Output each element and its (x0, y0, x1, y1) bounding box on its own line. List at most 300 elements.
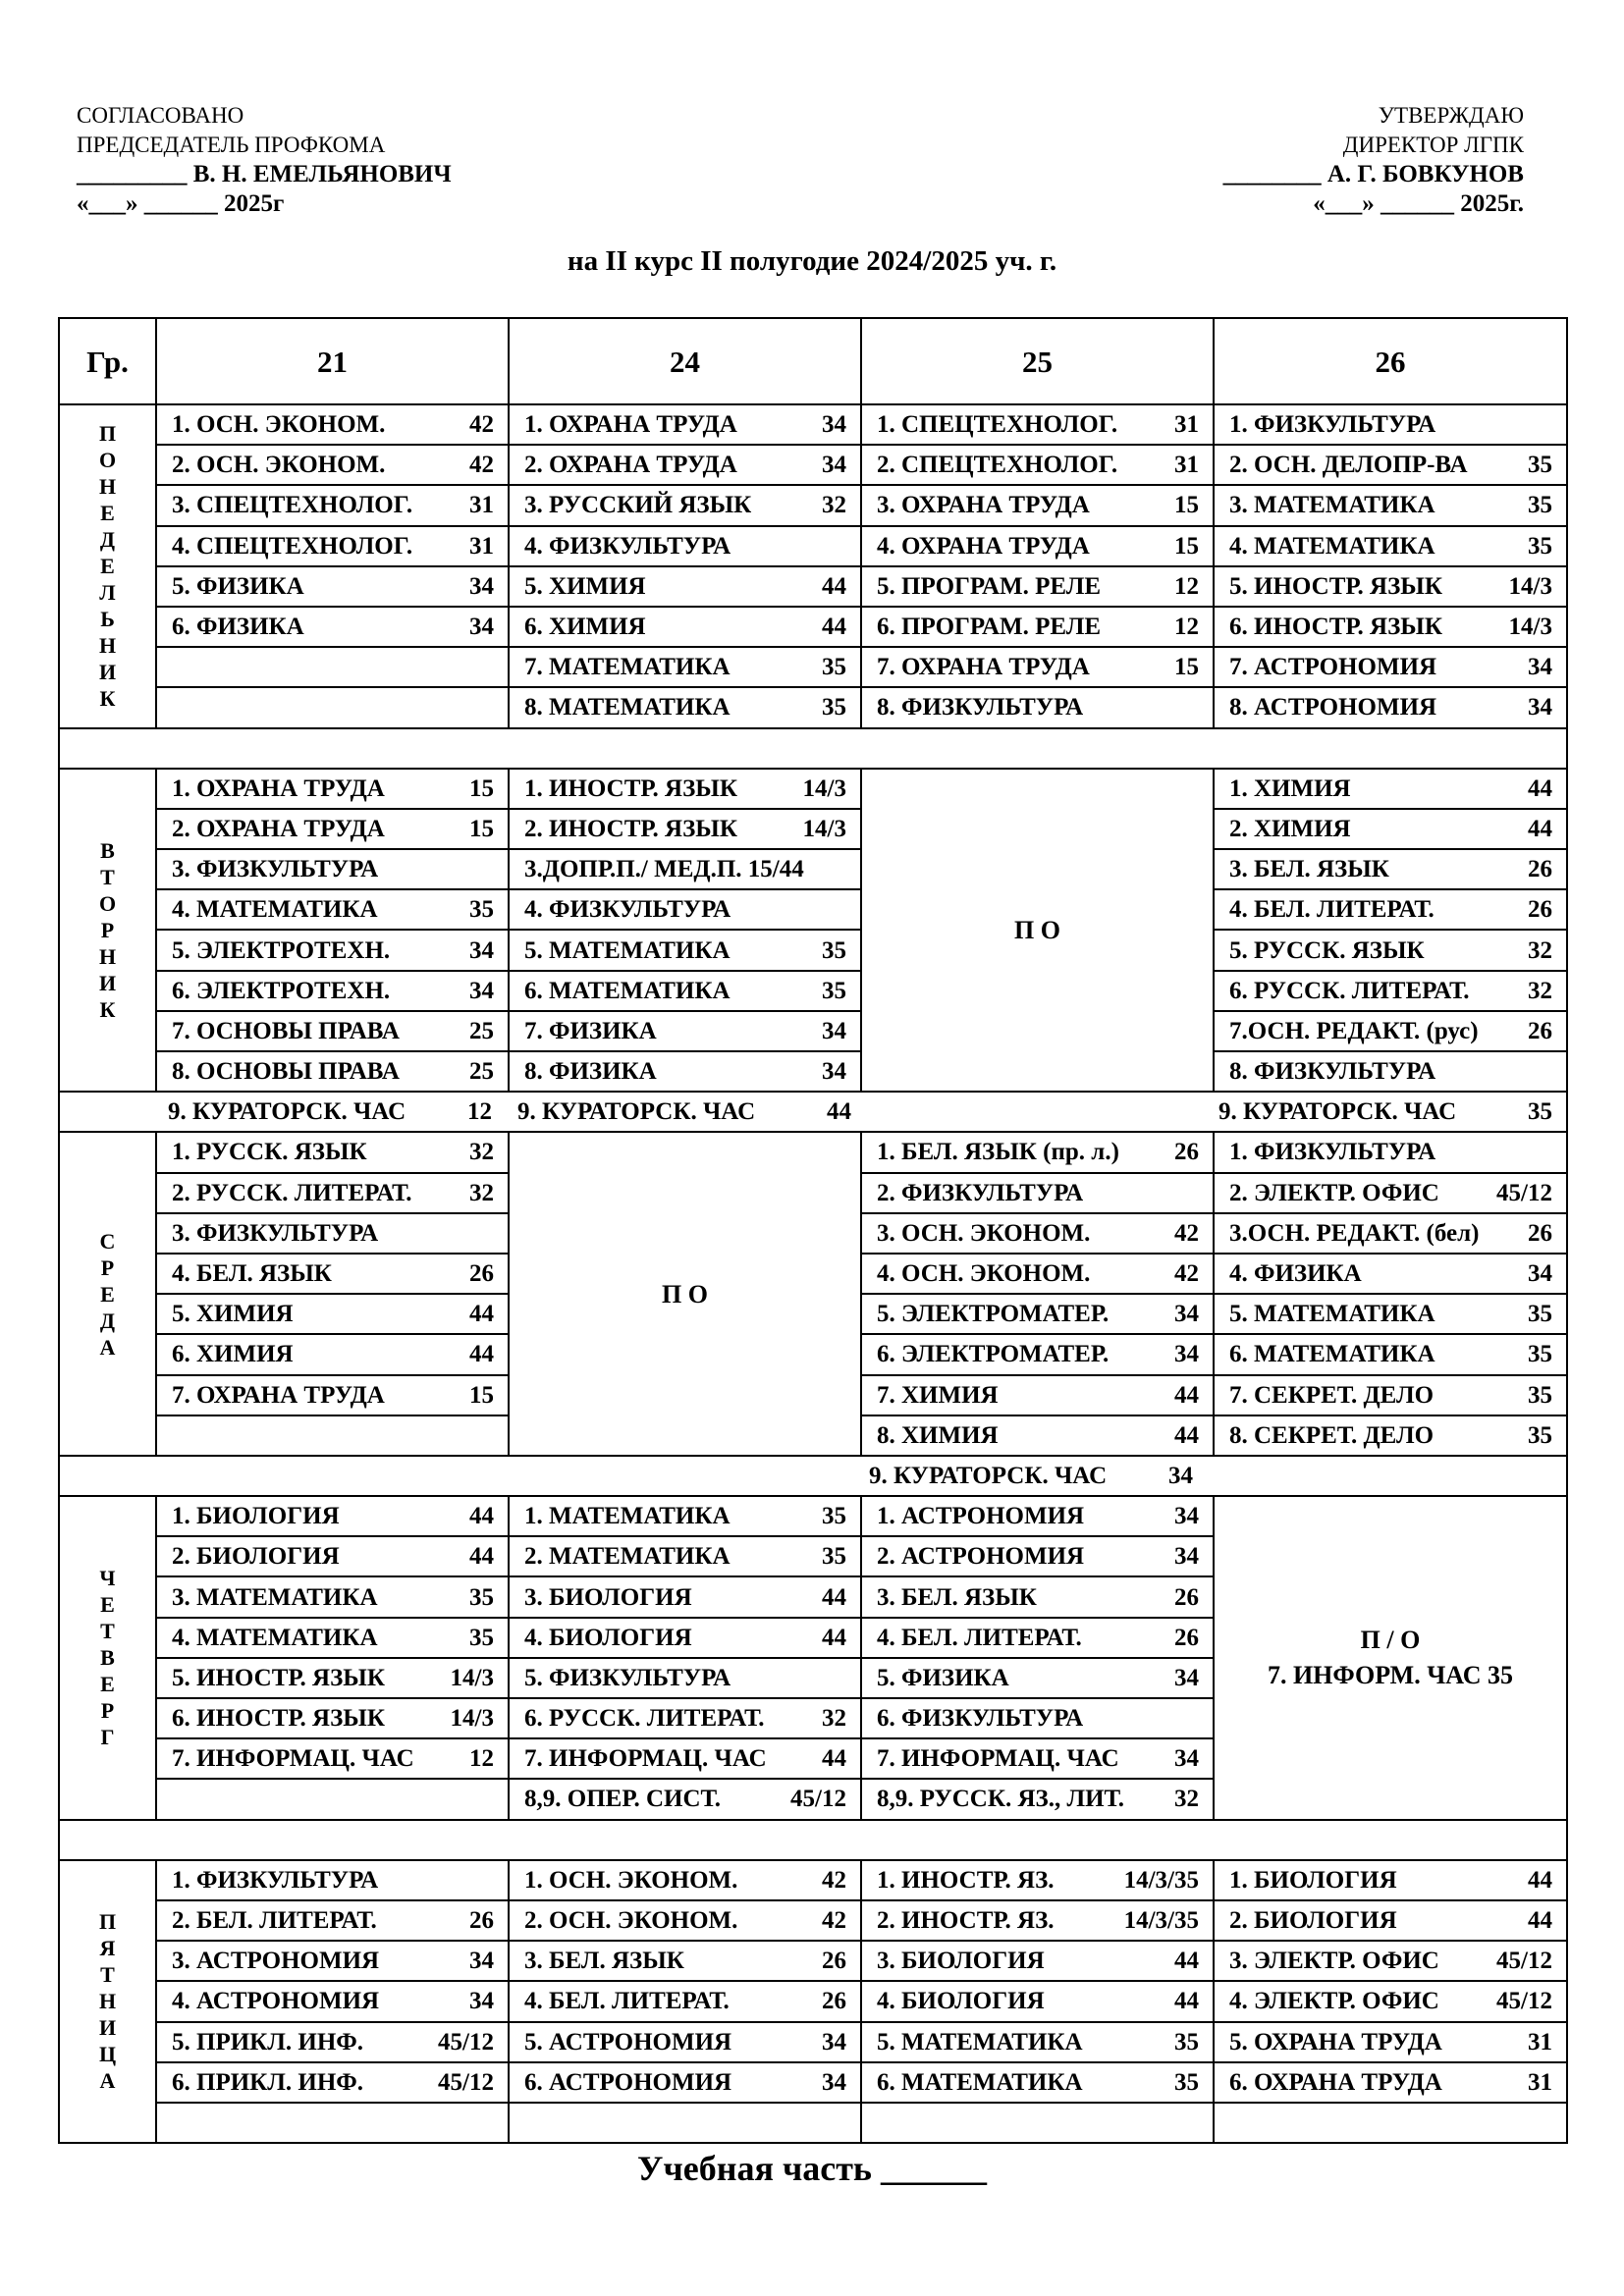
table-row (59, 1496, 1567, 1536)
subject: 2. ИНОСТР. ЯЗЫК (524, 815, 737, 842)
room: 35 (822, 977, 846, 1004)
room: 25 (469, 1017, 494, 1044)
lesson-cell (156, 485, 509, 525)
lesson-cell (1214, 1375, 1567, 1415)
table-row (59, 1900, 1567, 1941)
subject: 7. АСТРОНОМИЯ (1229, 654, 1437, 681)
lesson-cell (861, 1860, 1214, 1900)
room: 35 (1174, 2028, 1199, 2056)
day-letter: А (99, 2068, 116, 2094)
room: 34 (822, 411, 846, 439)
lesson-cell (861, 1981, 1214, 2021)
lesson-cell (156, 1173, 509, 1213)
subject: 2. АСТРОНОМИЯ (877, 1543, 1085, 1571)
lesson-cell (509, 1981, 861, 2021)
lesson-cell (156, 769, 509, 809)
subject: 4. ФИЗКУЛЬТУРА (524, 532, 731, 560)
practice-label: П О (662, 1279, 708, 1308)
room: 34 (469, 614, 494, 641)
subject: 5. ХИМИЯ (524, 572, 646, 600)
subject: 6. ФИЗКУЛЬТУРА (877, 1705, 1084, 1733)
subject: 6. ХИМИЯ (172, 1341, 294, 1368)
subject: 3. РУССКИЙ ЯЗЫК (524, 492, 752, 519)
day-letter: Р (100, 917, 115, 942)
room: 35 (1528, 532, 1552, 560)
day-letter: Е (100, 501, 115, 526)
day-letter: Е (100, 1592, 115, 1618)
subject: 3. БЕЛ. ЯЗЫК (877, 1583, 1037, 1611)
subject: 4. СПЕЦТЕХНОЛОГ. (172, 532, 413, 560)
lesson-cell (1214, 769, 1567, 809)
day-letter: О (98, 890, 117, 916)
lesson-cell (156, 1576, 509, 1617)
lesson-cell (156, 889, 509, 930)
subject: 1. РУССК. ЯЗЫК (172, 1139, 367, 1166)
lesson-cell (509, 607, 861, 647)
day-letter: О (98, 448, 117, 473)
day-letter: Я (99, 1936, 116, 1961)
subject: 1. БИОЛОГИЯ (172, 1503, 340, 1530)
union-chair-label: ПРЕДСЕДАТЕЛЬ ПРОФКОМА (77, 133, 386, 157)
lesson-cell (1214, 607, 1567, 647)
lesson-cell (861, 485, 1214, 525)
subject: 6. МАТЕМАТИКА (877, 2068, 1083, 2096)
lesson-cell (509, 1051, 861, 1092)
lesson-cell (509, 809, 861, 849)
lesson-cell (1214, 971, 1567, 1011)
approval-block-left (77, 101, 452, 219)
lesson-cell (509, 526, 861, 566)
room: 34 (1174, 1543, 1199, 1571)
subject: 1. ФИЗКУЛЬТУРА (1229, 411, 1436, 439)
approval-block-right (1223, 101, 1524, 219)
subject: 2. СПЕЦТЕХНОЛОГ. (877, 452, 1118, 479)
subject: 1. ИНОСТР. ЯЗ. (877, 1866, 1055, 1894)
lesson-cell (156, 1900, 509, 1941)
day-letter: К (99, 996, 116, 1022)
room: 14/3 (802, 774, 846, 802)
table-row (59, 485, 1567, 525)
subject: 6. ПРОГРАМ. РЕЛЕ (877, 614, 1102, 641)
room: 32 (1528, 977, 1552, 1004)
subject: 5. ЭЛЕКТРОТЕХН. (172, 936, 391, 964)
room: 35 (469, 896, 494, 924)
lesson-cell (861, 647, 1214, 687)
subject: 1. ХИМИЯ (1229, 774, 1351, 802)
subject: 3. АСТРОНОМИЯ (172, 1948, 380, 1975)
subject: 2. БЕЛ. ЛИТЕРАТ. (172, 1907, 377, 1935)
lesson-cell (156, 2062, 509, 2103)
lesson-cell (509, 2062, 861, 2103)
room: 35 (822, 936, 846, 964)
day-letter: И (98, 660, 117, 685)
subject: 8. ФИЗКУЛЬТУРА (877, 694, 1084, 721)
subject: 7. МАТЕМАТИКА (524, 654, 731, 681)
subject: 2. ОСН. ЭКОНОМ. (172, 452, 386, 479)
lesson-cell (156, 1698, 509, 1738)
room: 14/3/35 (1123, 1866, 1199, 1894)
room: 42 (469, 411, 494, 439)
subject: 2. ОСН. ЭКОНОМ. (524, 1907, 738, 1935)
room: 26 (822, 1988, 846, 2015)
day-letter: К (99, 686, 116, 712)
lesson-cell (156, 1011, 509, 1051)
lesson-cell (156, 1294, 509, 1334)
lesson-cell (861, 1415, 1214, 1456)
subject: 7. ИНФОРМАЦ. ЧАС (172, 1745, 414, 1773)
lesson-cell (1214, 1900, 1567, 1941)
group-header: Гр. (59, 318, 156, 404)
room: 34 (822, 2068, 846, 2096)
table-row (59, 809, 1567, 849)
day-letter: Р (100, 1698, 115, 1724)
subject: 8. АСТРОНОМИЯ (1229, 694, 1437, 721)
curator-hour (517, 1093, 851, 1131)
spacer-row (59, 1820, 1567, 1860)
room: 44 (822, 1745, 846, 1773)
lesson-cell (509, 1698, 861, 1738)
room: 34 (822, 2028, 846, 2056)
room: 35 (1528, 492, 1552, 519)
room: 34 (1174, 1301, 1199, 1328)
table-row (59, 2022, 1567, 2062)
room: 12 (467, 1098, 492, 1126)
room: 14/3/35 (1123, 1907, 1199, 1935)
lesson-cell (509, 485, 861, 525)
lesson-cell (156, 1415, 509, 1456)
table-header-row (59, 318, 1567, 404)
room: 35 (822, 1543, 846, 1571)
subject: 8,9. ОПЕР. СИСТ. (524, 1786, 721, 1813)
lesson-cell (156, 1618, 509, 1658)
table-row (59, 607, 1567, 647)
room: 31 (469, 492, 494, 519)
room: 26 (1528, 1219, 1552, 1247)
subject: 3. БЕЛ. ЯЗЫК (524, 1948, 684, 1975)
day-letter: П (98, 1909, 117, 1935)
day-letter: Ц (98, 2042, 117, 2067)
lesson-cell (1214, 1981, 1567, 2021)
subject: 2. ЭЛЕКТР. ОФИС (1229, 1179, 1439, 1206)
lesson-cell (509, 2103, 861, 2143)
table-row (59, 1011, 1567, 1051)
room: 32 (469, 1139, 494, 1166)
subject: 5. МАТЕМАТИКА (524, 936, 731, 964)
room: 14/3 (802, 815, 846, 842)
room: 34 (1174, 1341, 1199, 1368)
lesson-cell (861, 687, 1214, 727)
room: 14/3 (1508, 572, 1552, 600)
subject: 6. АСТРОНОМИЯ (524, 2068, 732, 2096)
room: 42 (1174, 1260, 1199, 1288)
lesson-cell (509, 971, 861, 1011)
room: 35 (1528, 1341, 1552, 1368)
lesson-cell (861, 1941, 1214, 1981)
subject: 4. БЕЛ. ЯЗЫК (172, 1260, 332, 1288)
lesson-cell (1214, 485, 1567, 525)
lesson-cell (861, 1334, 1214, 1374)
subject: 4. ОХРАНА ТРУДА (877, 532, 1090, 560)
lesson-cell (861, 2103, 1214, 2143)
room: 14/3 (1508, 614, 1552, 641)
room: 31 (1528, 2068, 1552, 2096)
room: 26 (1528, 856, 1552, 883)
subject: 6. ЭЛЕКТРОТЕХН. (172, 977, 391, 1004)
subject: 9. КУРАТОРСК. ЧАС (168, 1098, 406, 1126)
subject: 2. БИОЛОГИЯ (172, 1543, 340, 1571)
group-25-header: 25 (861, 318, 1214, 404)
table-row (59, 889, 1567, 930)
lesson-cell (156, 566, 509, 607)
room: 45/12 (1496, 1948, 1552, 1975)
lesson-cell (1214, 566, 1567, 607)
lesson-cell (861, 1738, 1214, 1779)
lesson-cell (156, 647, 509, 687)
room: 44 (1174, 1988, 1199, 2015)
table-row (59, 566, 1567, 607)
curator-cell (59, 1092, 1567, 1132)
lesson-cell (1214, 889, 1567, 930)
lesson-cell (156, 809, 509, 849)
lesson-cell (1214, 526, 1567, 566)
subject: 4. БЕЛ. ЛИТЕРАТ. (1229, 896, 1435, 924)
lesson-cell (156, 1941, 509, 1981)
group-26-header: 26 (1214, 318, 1567, 404)
room: 12 (1174, 572, 1199, 600)
subject: 6. МАТЕМАТИКА (1229, 1341, 1435, 1368)
subject: 3.ДОПР.П./ МЕД.П. 15/44 (524, 856, 804, 883)
room: 15 (1174, 532, 1199, 560)
room: 42 (822, 1907, 846, 1935)
subject: 3. МАТЕМАТИКА (1229, 492, 1435, 519)
subject: 5. АСТРОНОМИЯ (524, 2028, 732, 2056)
lesson-cell (1214, 1334, 1567, 1374)
room: 44 (822, 614, 846, 641)
lesson-cell (861, 404, 1214, 445)
day-letter: Г (100, 1725, 115, 1750)
lesson-cell (861, 1698, 1214, 1738)
day-label-tuesday (59, 769, 156, 1093)
subject: 1. БИОЛОГИЯ (1229, 1866, 1397, 1894)
lesson-cell (1214, 2062, 1567, 2103)
lesson-cell (156, 1981, 509, 2021)
subject: 8. ХИМИЯ (877, 1421, 999, 1449)
room: 15 (469, 774, 494, 802)
lesson-cell (509, 445, 861, 485)
subject: 4. ФИЗКУЛЬТУРА (524, 896, 731, 924)
lesson-cell (1214, 1132, 1567, 1172)
group-24-header: 24 (509, 318, 861, 404)
lesson-cell (156, 1334, 509, 1374)
lesson-cell (1214, 1173, 1567, 1213)
subject: 1. МАТЕМАТИКА (524, 1503, 731, 1530)
table-row (59, 849, 1567, 889)
lesson-cell (861, 566, 1214, 607)
practice-cell (1214, 1496, 1567, 1820)
room: 31 (1174, 411, 1199, 439)
curator-hour (1218, 1093, 1552, 1131)
room: 35 (1528, 452, 1552, 479)
room: 12 (469, 1745, 494, 1773)
room: 34 (822, 452, 846, 479)
director-label: ДИРЕКТОР ЛГПК (1342, 133, 1524, 157)
room: 34 (1528, 654, 1552, 681)
subject: 4. МАТЕМАТИКА (172, 1624, 378, 1651)
spacer-cell (59, 728, 1567, 769)
subject: 2. МАТЕМАТИКА (524, 1543, 731, 1571)
lesson-cell (509, 849, 861, 889)
subject: 3. МАТЕМАТИКА (172, 1583, 378, 1611)
subject: 3. СПЕЦТЕХНОЛОГ. (172, 492, 413, 519)
lesson-cell (156, 607, 509, 647)
lesson-cell (509, 1900, 861, 1941)
day-letter: Т (100, 1962, 115, 1988)
subject: 9. КУРАТОРСК. ЧАС (1218, 1098, 1457, 1126)
lesson-cell (861, 1132, 1214, 1172)
day-letter: Н (98, 1989, 117, 2014)
subject: 7. СЕКРЕТ. ДЕЛО (1229, 1381, 1435, 1409)
curator-row (59, 1092, 1567, 1132)
subject: 7. ИНФОРМАЦ. ЧАС (524, 1745, 767, 1773)
lesson-cell (509, 769, 861, 809)
info-hour-label: 7. ИНФОРМ. ЧАС 35 (1267, 1660, 1514, 1689)
day-label-thursday (59, 1496, 156, 1820)
day-letter: Т (100, 1619, 115, 1644)
subject: 5. ИНОСТР. ЯЗЫК (172, 1664, 385, 1691)
room: 34 (822, 1017, 846, 1044)
lesson-cell (861, 2062, 1214, 2103)
lesson-cell (1214, 687, 1567, 727)
lesson-cell (509, 1618, 861, 1658)
subject: 3. ФИЗКУЛЬТУРА (172, 856, 379, 883)
day-letter: С (99, 1228, 116, 1254)
table-row (59, 971, 1567, 1011)
day-letter: Л (99, 580, 116, 606)
practice-cell (509, 1132, 861, 1456)
room: 26 (1174, 1583, 1199, 1611)
subject: 4. ОСН. ЭКОНОМ. (877, 1260, 1091, 1288)
lesson-cell (1214, 647, 1567, 687)
subject: 4. МАТЕМАТИКА (172, 896, 378, 924)
room: 42 (469, 452, 494, 479)
lesson-cell (1214, 1051, 1567, 1092)
room: 35 (1528, 1098, 1552, 1126)
subject: 8. МАТЕМАТИКА (524, 694, 731, 721)
room: 34 (469, 936, 494, 964)
union-chair-signature: _________ В. Н. ЕМЕЛЬЯНОВИЧ (77, 161, 452, 187)
lesson-cell (156, 526, 509, 566)
room: 44 (1528, 1907, 1552, 1935)
lesson-cell (1214, 1011, 1567, 1051)
room: 26 (469, 1260, 494, 1288)
day-letter: И (98, 2015, 117, 2041)
room: 31 (469, 532, 494, 560)
day-letter: Н (98, 474, 117, 500)
room: 34 (822, 1058, 846, 1086)
day-label-wednesday (59, 1132, 156, 1456)
lesson-cell (1214, 445, 1567, 485)
subject: 6. ХИМИЯ (524, 614, 646, 641)
day-letter: Н (98, 943, 117, 969)
subject: 6. ФИЗИКА (172, 614, 304, 641)
room: 35 (822, 1503, 846, 1530)
subject: 7. ФИЗИКА (524, 1017, 657, 1044)
lesson-cell (1214, 2022, 1567, 2062)
lesson-cell (156, 849, 509, 889)
subject: 1. ИНОСТР. ЯЗЫК (524, 774, 737, 802)
subject: 3. ОСН. ЭКОНОМ. (877, 1219, 1091, 1247)
subject: 5. ПРИКЛ. ИНФ. (172, 2028, 364, 2056)
day-letter: Е (100, 1281, 115, 1307)
lesson-cell (509, 889, 861, 930)
subject: 6. МАТЕМАТИКА (524, 977, 731, 1004)
lesson-cell (861, 1618, 1214, 1658)
room: 44 (1174, 1421, 1199, 1449)
room: 44 (1528, 774, 1552, 802)
lesson-cell (861, 1375, 1214, 1415)
lesson-cell (1214, 930, 1567, 970)
subject: 2. ОХРАНА ТРУДА (172, 815, 385, 842)
spacer-cell (59, 1820, 1567, 1860)
room: 34 (1528, 694, 1552, 721)
subject: 5. МАТЕМАТИКА (1229, 1301, 1435, 1328)
room: 12 (1174, 614, 1199, 641)
subject: 1. ФИЗКУЛЬТУРА (172, 1866, 379, 1894)
room: 15 (469, 1381, 494, 1409)
subject: 1. АСТРОНОМИЯ (877, 1503, 1085, 1530)
room: 34 (469, 572, 494, 600)
subject: 1. ОСН. ЭКОНОМ. (524, 1866, 738, 1894)
subject: 4. БЕЛ. ЛИТЕРАТ. (524, 1988, 730, 2015)
agreed-label: СОГЛАСОВАНО (77, 103, 244, 128)
lesson-cell (509, 647, 861, 687)
subject: 8,9. РУССК. ЯЗ., ЛИТ. (877, 1786, 1124, 1813)
subject: 2. РУССК. ЛИТЕРАТ. (172, 1179, 412, 1206)
curator-hour (168, 1093, 492, 1131)
subject: 7. ХИМИЯ (877, 1381, 999, 1409)
room: 26 (1528, 896, 1552, 924)
day-letter: Ч (99, 1566, 116, 1591)
room: 15 (1174, 492, 1199, 519)
table-row (59, 526, 1567, 566)
subject: 7. ОХРАНА ТРУДА (877, 654, 1090, 681)
lesson-cell (1214, 1415, 1567, 1456)
lesson-cell (156, 1496, 509, 1536)
room: 14/3 (450, 1664, 494, 1691)
lesson-cell (509, 1496, 861, 1536)
lesson-cell (1214, 404, 1567, 445)
table-row (59, 1132, 1567, 1172)
day-letter: Т (100, 864, 115, 889)
lesson-cell (156, 1779, 509, 1819)
lesson-cell (156, 445, 509, 485)
lesson-cell (156, 1375, 509, 1415)
day-letter: Е (100, 1672, 115, 1697)
lesson-cell (509, 1011, 861, 1051)
room: 26 (822, 1948, 846, 1975)
room: 44 (827, 1098, 851, 1126)
lesson-cell (509, 566, 861, 607)
room: 44 (469, 1503, 494, 1530)
director-signature: ________ А. Г. БОВКУНОВ (1222, 161, 1524, 187)
subject: 1. ФИЗКУЛЬТУРА (1229, 1139, 1436, 1166)
schedule-table (58, 317, 1568, 2144)
lesson-cell (509, 1536, 861, 1576)
lesson-cell (509, 687, 861, 727)
lesson-cell (509, 1738, 861, 1779)
group-21-header: 21 (156, 318, 509, 404)
lesson-cell (1214, 809, 1567, 849)
